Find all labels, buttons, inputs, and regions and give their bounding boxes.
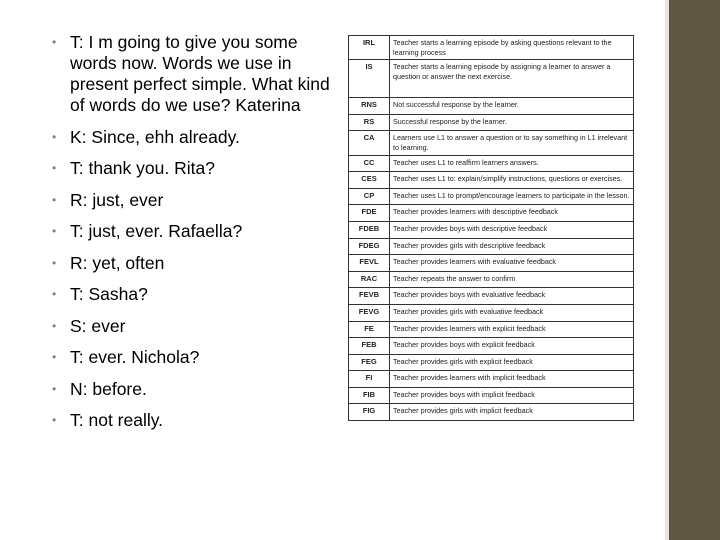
bullet-item xyxy=(44,379,334,400)
bullet-dot-icon: • xyxy=(52,129,57,144)
bullet-dot-icon: • xyxy=(52,161,57,175)
description-cell: Teacher provides girls with evaluative feedback xyxy=(390,304,634,321)
coding-scheme-table xyxy=(348,35,634,421)
table-row xyxy=(349,36,634,60)
code-cell: FIG xyxy=(349,404,390,421)
table-row xyxy=(349,172,634,189)
description-cell: Teacher provides learners with explicit feedback xyxy=(390,321,634,338)
description-cell: Successful response by the learner. xyxy=(390,114,634,131)
bullet-text: S: ever xyxy=(70,315,126,336)
code-cell: RS xyxy=(349,114,390,131)
code-cell: RNS xyxy=(349,98,390,115)
description-cell: Teacher provides girls with descriptive feedback xyxy=(390,238,634,255)
bullet-item xyxy=(44,284,334,305)
table-row xyxy=(349,131,634,155)
bullet-dot-icon: • xyxy=(52,192,57,207)
table-row xyxy=(349,338,634,355)
code-cell: IS xyxy=(349,60,390,98)
description-cell: Learners use L1 to answer a question or to say something in L1 irrelevant to learning. xyxy=(390,131,634,155)
code-cell: FEVL xyxy=(349,255,390,272)
code-cell: FIB xyxy=(349,387,390,404)
bullet-item xyxy=(44,253,334,274)
dialogue-bullet-list xyxy=(44,32,334,442)
bullet-dot-icon: • xyxy=(52,224,57,238)
bullet-text: T: just, ever. Rafaella? xyxy=(70,221,243,241)
sidebar-decoration xyxy=(669,0,720,540)
table-row xyxy=(349,271,634,288)
table-row xyxy=(349,387,634,404)
table-row xyxy=(349,354,634,371)
table-row xyxy=(349,288,634,305)
code-cell: CP xyxy=(349,188,390,205)
description-cell: Teacher starts a learning episode by assigning a learner to answer a question or answer the next exercise. xyxy=(390,60,634,98)
bullet-item xyxy=(44,190,334,211)
description-cell: Teacher provides learners with evaluative feedback xyxy=(390,255,634,272)
description-cell: Not successful response by the learner. xyxy=(390,98,634,115)
bullet-item xyxy=(44,158,334,179)
bullet-text: T: thank you. Rita? xyxy=(70,158,215,178)
description-cell: Teacher provides boys with implicit feedback xyxy=(390,387,634,404)
description-cell: Teacher provides learners with implicit feedback xyxy=(390,371,634,388)
code-cell: CES xyxy=(349,172,390,189)
table-row xyxy=(349,371,634,388)
description-cell: Teacher uses L1 to: explain/simplify instructions, questions or exercises. xyxy=(390,172,634,189)
bullet-item xyxy=(44,221,334,242)
table-row xyxy=(349,205,634,222)
bullet-dot-icon: • xyxy=(52,413,57,427)
code-cell: FEVB xyxy=(349,288,390,305)
bullet-item xyxy=(44,32,334,116)
description-cell: Teacher provides learners with descriptive feedback xyxy=(390,205,634,222)
bullet-text: T: Sasha? xyxy=(70,284,148,304)
bullet-dot-icon: • xyxy=(52,350,57,364)
bullet-dot-icon: • xyxy=(52,287,57,301)
code-cell: RAC xyxy=(349,271,390,288)
table-row xyxy=(349,304,634,321)
bullet-dot-icon: • xyxy=(52,381,57,396)
bullet-dot-icon: • xyxy=(52,35,57,49)
bullet-text: R: just, ever xyxy=(70,189,164,210)
bullet-dot-icon: • xyxy=(52,318,57,333)
bullet-text: T: ever. Nichola? xyxy=(70,347,200,367)
bullet-dot-icon: • xyxy=(52,255,57,270)
table-row xyxy=(349,255,634,272)
code-cell: FDEB xyxy=(349,221,390,238)
bullet-item xyxy=(44,347,334,368)
table-row xyxy=(349,114,634,131)
table-row xyxy=(349,188,634,205)
bullet-item xyxy=(44,410,334,431)
code-cell: FEG xyxy=(349,354,390,371)
bullet-item xyxy=(44,316,334,337)
description-cell: Teacher provides boys with explicit feedback xyxy=(390,338,634,355)
table-row xyxy=(349,238,634,255)
bullet-text: N: before. xyxy=(70,378,147,399)
description-cell: Teacher provides boys with evaluative feedback xyxy=(390,288,634,305)
bullet-text: R: yet, often xyxy=(70,252,165,273)
description-cell: Teacher uses L1 to reaffirm learners answers. xyxy=(390,155,634,172)
table-row xyxy=(349,155,634,172)
code-cell: FI xyxy=(349,371,390,388)
code-cell: CA xyxy=(349,131,390,155)
table-row xyxy=(349,98,634,115)
code-cell: FDE xyxy=(349,205,390,222)
table-row xyxy=(349,60,634,98)
table-row xyxy=(349,404,634,421)
code-cell: IRL xyxy=(349,36,390,60)
bullet-text: T: not really. xyxy=(70,410,164,430)
description-cell: Teacher provides girls with implicit feedback xyxy=(390,404,634,421)
code-cell: FDEG xyxy=(349,238,390,255)
bullet-text: K: Since, ehh already. xyxy=(70,126,240,147)
description-cell: Teacher uses L1 to prompt/encourage learners to participate in the lesson. xyxy=(390,188,634,205)
table-row xyxy=(349,321,634,338)
description-cell: Teacher repeats the answer to confirm xyxy=(390,271,634,288)
code-cell: CC xyxy=(349,155,390,172)
description-cell: Teacher starts a learning episode by asking questions relevant to the learning process xyxy=(390,36,634,60)
code-cell: FEB xyxy=(349,338,390,355)
table-row xyxy=(349,221,634,238)
code-cell: FEVG xyxy=(349,304,390,321)
description-cell: Teacher provides girls with explicit feedback xyxy=(390,354,634,371)
code-cell: FE xyxy=(349,321,390,338)
bullet-item xyxy=(44,127,334,148)
description-cell: Teacher provides boys with descriptive feedback xyxy=(390,221,634,238)
bullet-text: T: I m going to give you some words now. Words we use in present perfect simple. What kind of words do we use? Katerina xyxy=(70,32,330,115)
